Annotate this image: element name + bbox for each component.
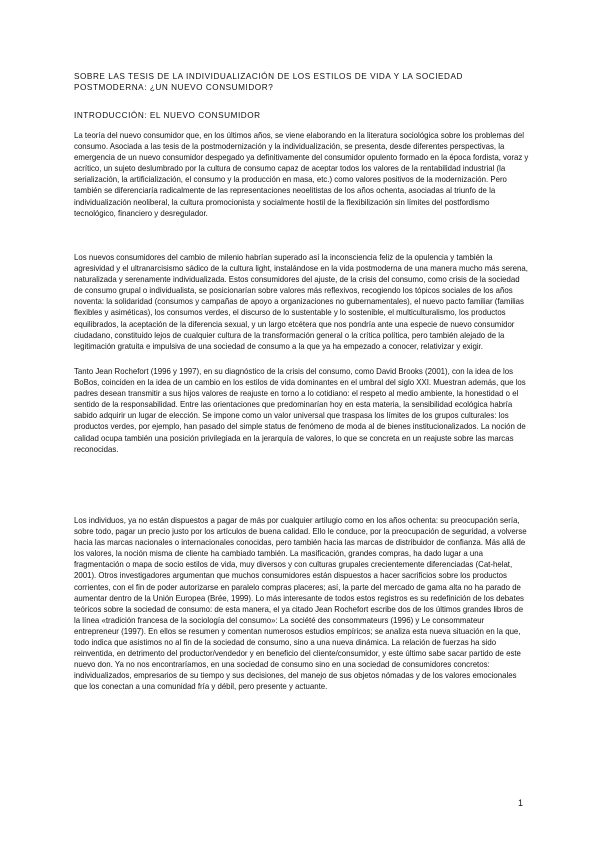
paragraph-2: Los nuevos consumidores del cambio de milenio habrían superado así la inconsciencia feliz de la opulencia y también la agresividad y el ultranarcisismo sádico de la cultura light, instalándose en la vida postmoderna de una manera mucho más serena, naturalizada y serenamente individualizada. Estos consumidores del ajuste, de la crisis del consumo, como crisis de la sociedad de consumo grupal o individualista, se posicionarían sobre valores más reflexivos, recogiendo los tópicos sociales de los años noventa: la solidaridad (consumos y campañas de apoyo a organizaciones no gubernamentales), el nuevo pacto familiar (familias flexibles y asiméticas), los consumos verdes, el discurso de lo sustentable y lo sostenible, el multiculturalismo, los productos equilibrados, la aceptación de la diferencia sexual, y un largo etcétera que nos pondría ante una especie de nuevo consumidor ciudadano, constituido lejos de cualquier cultura de la transformación general o la crítica política, pero también alejado de la legitimación gratuita e impulsiva de una sociedad de consumo a la que ya ha empezado a conocer, relativizar y exigir. [74,253,528,351]
document-title: SOBRE LAS TESIS DE LA INDIVIDUALIZACIÓN DE LOS ESTILOS DE VIDA Y LA SOCIEDAD POSTMODERNA: ¿UN NUEVO CONSUMIDOR? [74,72,463,92]
paragraph-1: La teoría del nuevo consumidor que, en los últimos años, se viene elaborando en la literatura sociológica sobre los problemas del consumo. Asociada a las tesis de la postmodernización y la individualización, se presenta, desde diferentes perspectivas, la emergencia de un nuevo consumidor despegado ya definitivamente del consumidor opulento formado en la época fordista, voraz y acrítico, un sujeto deslumbrado por la cultura de consumo capaz de aceptar todos los valores de la rentabilidad industrial (la serialización, la artificialización, el consumo y la producción en masa, etc.) como valores positivos de la modernización. Pero también se diferenciaría radicalmente de las representaciones neoelitistas de los años ochenta, asociadas al triunfo de la individualización neoliberal, la cultura promocionista y socialmente hostil de la flexibilización sin límites del postfordismo tecnológico, financiero y desregulador. [74,131,529,218]
page-number: 1 [518,798,524,808]
paragraph-3: Tanto Jean Rochefort (1996 y 1997), en su diagnóstico de la crisis del consumo, como David Brooks (2001), con la idea de los BoBos, coinciden en la idea de un cambio en los estilos de vida dominantes en el umbral del siglo XXI. Muestran además, que los padres desean transmitir a sus hijos valores de reajuste en torno a lo cotidiano: el respeto al medio ambiente, la honestidad o el sentido de la responsabilidad. Entre las orientaciones que predominarían hoy en esta materia, la sensibilidad ecológica habría sabido adquirir un lugar de elección. Se impone como un valor universal que traspasa los límites de los grupos culturales: los productos verdes, por ejemplo, han pasado del simple status de fenómeno de moda al de bienes institucionalizados. La noción de calidad ocupa también una posición privilegiada en la jerarquía de valores, lo que se concreta en un reajuste sobre las marcas reconocidas. [74,367,526,454]
paragraph-4: Los individuos, ya no están dispuestos a pagar de más por cualquier artilugio como en los años ochenta: su preocupación sería, sobre todo, pagar un precio justo por los artículos de buena calidad. Ello le conduce, por la preocupación de seguridad, a volverse hacia las marcas nacionales o internacionales conocidas, pero también hacia las marcas de distribuidor de confianza. Más allá de los valores, la noción misma de cliente ha cambiado también. La masificación, grandes compras, ha dado lugar a una fragmentación o mapa de socio estilos de vida, muy diversos y con culturas grupales crecientemente diferenciadas (Cat-helat, 2001). Otros investigadores argumentan que muchos consumidores están dispuestos a hacer sacrificios sobre los productos corrientes, con el fin de poder autorizarse en paralelo compras placeres; así, la parte del mercado de gama alta no ha parado de aumentar dentro de la Unión Europea (Brée, 1999). Lo más interesante de todos estos registros es su redefinición de los debates teóricos sobre la sociedad de consumo: de esta manera, el ya citado Jean Rochefort escribe dos de los últimos grandes libros de la línea «tradición francesa de la sociología del consumo»: La société des consommateurs (1996) y Le consommateur entrepreneur (1997). En ellos se resumen y comentan numerosos estudios empíricos; se analiza esta nueva situación en la que, todo indica que asistimos no al fin de la sociedad de consumo, sino a una nueva dinámica. La relación de fuerzas ha sido reinventida, en detrimento del productor/vendedor y en beneficio del cliente/consumidor, y este último sabe sacar partido de este nuevo don. Ya no nos encontraríamos, en una sociedad de consumo sino en una sociedad de consumidores concretos: individualizados, empresarios de su tiempo y sus decisiones, del manejo de sus objetos nómadas y de los valores emocionales que los conectan a una comunidad fría y débil, pero presente y actuante. [74,516,527,692]
section-heading: INTRODUCCIÓN: EL NUEVO CONSUMIDOR [74,111,261,120]
